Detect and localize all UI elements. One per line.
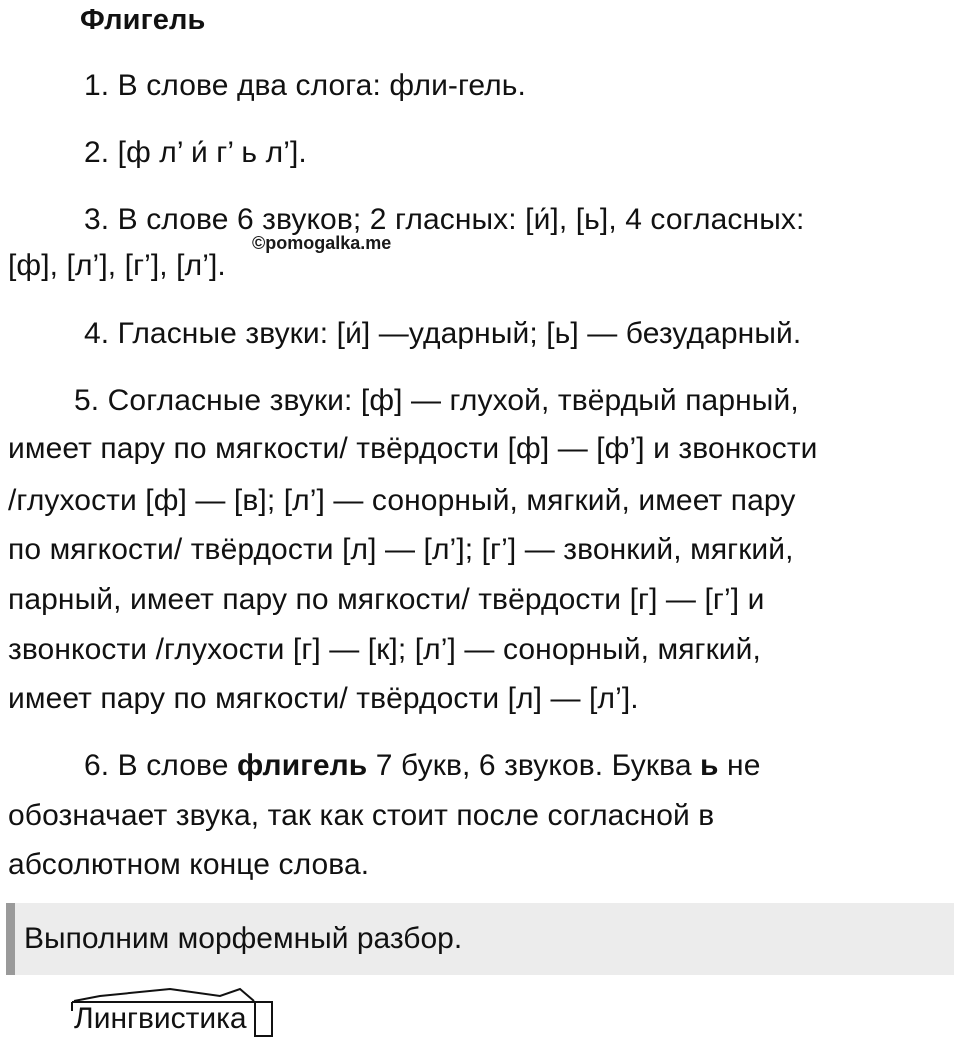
item-5-line-4: по мягкости/ твёрдости [л] — [л’]; [г’] — звонкий, мягкий, [8, 533, 794, 566]
item-4: 4. Гласные звуки: [и́] —ударный; [ь] — безударный. [84, 317, 802, 350]
ending-box [255, 1002, 272, 1036]
item-5-line-2: имеет пару по мягкости/ твёрдости [ф] — [ф’] и звонкости [8, 432, 818, 465]
item-6-line-2: обозначает звука, так как стоит после согласной в [8, 799, 715, 832]
item-3-line-2: [ф], [л’], [г’], [л’]. [8, 249, 226, 282]
item-5-line-3: /глухости [ф] — [в]; [л’] — сонорный, мягкий, имеет пару [8, 484, 796, 517]
item-3-line-1: 3. В слове 6 звуков; 2 гласных: [и́], [ь], 4 согласных: [84, 203, 805, 236]
item-2-transcription: 2. [ф л’ и́ г’ ь л’]. [84, 136, 307, 169]
item-6-letter: ь [700, 749, 719, 782]
item-6-line-1 [84, 746, 760, 786]
item-5-line-6: звонкости /глухости [г] — [к]; [л’] — сонорный, мягкий, [8, 633, 761, 666]
watermark: ©pomogalka.me [252, 233, 392, 253]
item-6-text-c: не [718, 749, 761, 782]
item-5-line-1: 5. Согласные звуки: [ф] — глухой, твёрдый парный, [74, 384, 799, 417]
item-6-word: флигель [236, 749, 368, 782]
page-title: Флигель [80, 4, 206, 36]
item-5-line-7: имеет пару по мягкости/ твёрдости [л] — [л’]. [8, 682, 639, 715]
morpheme-banner [6, 903, 954, 975]
item-1: 1. В слове два слога: фли-гель. [84, 69, 526, 102]
morpheme-word: Лингвистика [74, 1002, 247, 1035]
banner-accent-bar [6, 903, 15, 975]
banner-text: Выполним морфемный разбор. [24, 922, 463, 955]
item-6-text-b: 7 букв, 6 звуков. Буква [367, 749, 701, 782]
morpheme-diagram [70, 985, 280, 1043]
item-5-line-5: парный, имеет пару по мягкости/ твёрдости [г] — [г’] и [8, 583, 765, 616]
item-6-text-a: 6. В слове [84, 749, 237, 782]
item-6-line-3: абсолютном конце слова. [8, 848, 370, 881]
